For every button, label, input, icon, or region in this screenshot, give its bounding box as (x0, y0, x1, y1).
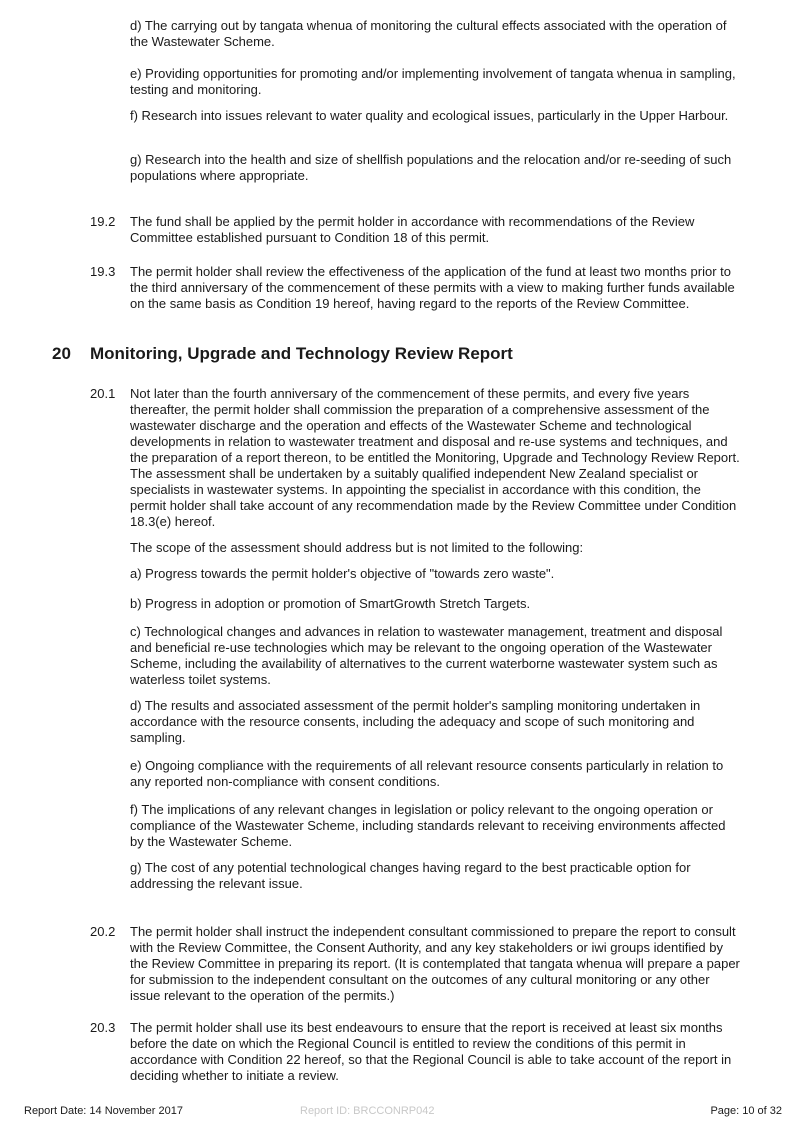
scope-item-d: d) The results and associated assessment of the permit holder's sampling monitoring undertaken in accordance with the resource consents, including the adequacy and scope of such monitoring and sampling. (130, 698, 701, 745)
scope-item-f: f) The implications of any relevant changes in legislation or policy relevant to the ongoing operation or compliance of the Wastewater Scheme, including standards relevant to receiving environments affected by the Wastewater Scheme. (130, 802, 726, 849)
clause-text: The permit holder shall use its best endeavours to ensure that the report is received at least six months before the date on which the Regional Council is entitled to review the conditions of this permit in accordance with Condition 22 hereof, so that the Regional Council is able to take account of the report in deciding whether to initiate a review. (130, 1020, 732, 1083)
clause-text: Not later than the fourth anniversary of the commencement of these permits, and every five years thereafter, the permit holder shall commission the preparation of a comprehensive assessment of the wastewater discharge and the operation and effects of the Wastewater Scheme and technological developments in relation to wastewater treatment and disposal and re-use systems and techniques, and the preparation of a report thereon, to be entitled the Monitoring, Upgrade and Technology Review Report. The assessment shall be undertaken by a suitably qualified independent New Zealand specialist or specialists in wastewater systems. In appointing the specialist in accordance with this condition, the permit holder shall take account of any recommendation made by the Review Committee under Condition 18.3(e) hereof. (130, 386, 740, 529)
clause-text: The fund shall be applied by the permit holder in accordance with recommendations of the Review Committee established pursuant to Condition 18 of this permit. (130, 214, 695, 245)
scope-intro: The scope of the assessment should address but is not limited to the following: (130, 540, 584, 555)
clause-text: The permit holder shall review the effectiveness of the application of the fund at least two months prior to the third anniversary of the commencement of these permits with a view to making further funds available on the same basis as Condition 19 hereof, having regard to the reports of the Review Committee. (130, 264, 735, 311)
clause-number: 20.2 (90, 924, 116, 939)
clause-number: 19.3 (90, 264, 116, 279)
footer-page-number: Page: 10 of 32 (710, 1105, 782, 1117)
scope-item-c: c) Technological changes and advances in relation to wastewater management, treatment and disposal and beneficial re-use technologies which may be relevant to the ongoing operation of the Wastewater Scheme, including the availability of alternatives to the current waterborne wastewater system such as waterless toilet systems. (130, 624, 723, 687)
scope-item-b: b) Progress in adoption or promotion of SmartGrowth Stretch Targets. (130, 596, 531, 611)
footer-report-id: Report ID: BRCCONRP042 (300, 1105, 435, 1117)
footer-report-date: Report Date: 14 November 2017 (24, 1105, 183, 1117)
item-d-cultural-monitoring: d) The carrying out by tangata whenua of monitoring the cultural effects associated with the operation of the Wastewater Scheme. (130, 18, 727, 49)
scope-item-a: a) Progress towards the permit holder's objective of "towards zero waste". (130, 566, 555, 581)
clause-text: The permit holder shall instruct the independent consultant commissioned to prepare the report to consult with the Review Committee, the Consent Authority, and any key stakeholders or iwi groups identified by the Review Committee in preparing its report. (It is contemplated that tangata whenua will prepare a paper for submission to the independent consultant on the outcomes of any cultural monitoring or any other issue relevant to the operation of the permits.) (130, 924, 740, 1003)
section-heading-20 (52, 344, 513, 364)
item-f-research-water-quality: f) Research into issues relevant to water quality and ecological issues, particularly in the Upper Harbour. (130, 108, 729, 123)
clause-number: 19.2 (90, 214, 116, 229)
clause-number: 20.3 (90, 1020, 116, 1035)
scope-item-g: g) The cost of any potential technological changes having regard to the best practicable option for addressing the relevant issue. (130, 860, 691, 891)
section-number: 20 (52, 344, 71, 363)
item-g-research-shellfish: g) Research into the health and size of shellfish populations and the relocation and/or re-seeding of such populations where appropriate. (130, 152, 732, 183)
scope-item-e: e) Ongoing compliance with the requirements of all relevant resource consents particularly in relation to any reported non-compliance with consent conditions. (130, 758, 724, 789)
section-title: Monitoring, Upgrade and Technology Review Report (90, 344, 513, 363)
item-e-involvement: e) Providing opportunities for promoting and/or implementing involvement of tangata whenua in sampling, testing and monitoring. (130, 66, 736, 97)
clause-number: 20.1 (90, 386, 116, 401)
